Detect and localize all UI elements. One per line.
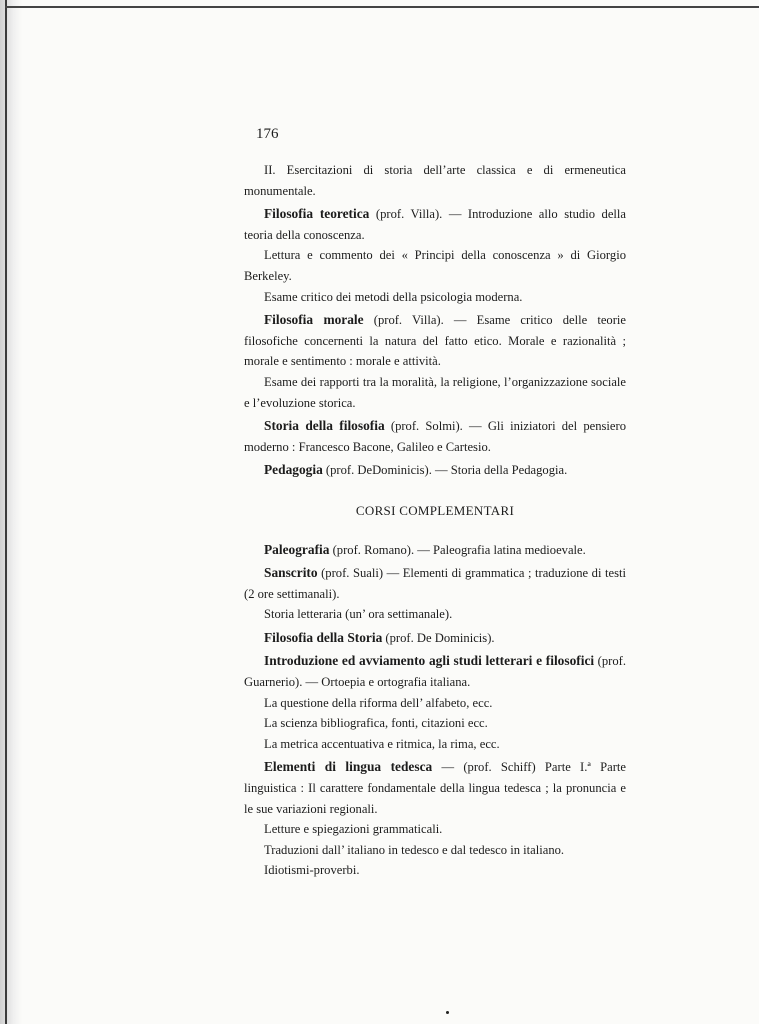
course-heading: Filosofia teoretica <box>264 206 370 222</box>
paragraph-text: (prof. Villa). — Esame critico delle teorie filosofiche concernenti la natura del fatto etico. Morale e razionalità ; morale e sentimento : morale e attività. <box>244 313 626 369</box>
paragraph-text: Esame dei rapporti tra la moralità, la religione, l’organizzazione sociale e l’evoluzione storica. <box>244 374 626 410</box>
paragraph <box>244 372 626 413</box>
page-body <box>244 160 626 881</box>
course-heading: Sanscrito <box>264 565 318 581</box>
course-heading: Filosofia della Storia <box>264 629 383 645</box>
paragraph-text: (prof. Guarnerio). — Ortoepia e ortografia italiana. <box>244 654 626 690</box>
paragraph-text: La scienza bibliografica, fonti, citazioni ecc. <box>264 716 488 731</box>
paragraph-text: Idiotismi-proverbi. <box>264 863 360 878</box>
paragraph <box>244 310 626 372</box>
paragraph <box>244 245 626 286</box>
paragraph-text: (prof. Suali) — Elementi di grammatica ; traduzione di testi (2 ore settimanali). <box>244 566 626 601</box>
paragraph-text: (prof. Solmi). — Gli iniziatori del pensiero moderno : Francesco Bacone, Galileo e Cartesio. <box>244 419 627 454</box>
top-rule <box>5 6 759 8</box>
ink-speck <box>446 1011 449 1014</box>
page-number: 176 <box>256 126 279 142</box>
page-edge-shadow <box>0 0 22 1024</box>
course-heading: Introduzione ed avviamento agli studi letterari e filosofici <box>264 653 595 669</box>
course-heading: Paleografia <box>264 541 330 557</box>
paragraph <box>244 540 626 561</box>
section-title: CORSI COMPLEMENTARI <box>355 502 515 518</box>
paragraph <box>244 860 626 881</box>
paragraph-text: La metrica accentuativa e ritmica, la rima, ecc. <box>264 736 500 751</box>
paragraph <box>244 734 626 755</box>
paragraph-text: (prof. De Dominicis). <box>382 630 495 645</box>
paragraph-text: II. Esercitazioni di storia dell’arte classica e di ermeneutica monumentale. <box>244 163 626 198</box>
paragraph <box>244 204 626 245</box>
paragraph-text: Esame critico dei metodi della psicologia moderna. <box>264 289 523 304</box>
paragraph <box>244 604 626 625</box>
paragraph <box>244 840 626 861</box>
paragraph-text: Storia letteraria (un’ ora settimanale). <box>264 607 453 622</box>
paragraph-text: Lettura e commento dei « Principi della conoscenza » di Giorgio Berkeley. <box>244 248 626 283</box>
paragraph <box>244 819 626 840</box>
course-heading: Pedagogia <box>264 462 323 478</box>
paragraph <box>244 713 626 734</box>
paragraph <box>244 628 626 649</box>
paragraph-text: (prof. Romano). — Paleografia latina medioevale. <box>329 542 586 557</box>
paragraph-text: Traduzioni dall’ italiano in tedesco e dal tedesco in italiano. <box>264 842 565 857</box>
paragraph-text: — (prof. Schiff) Parte I.ª Parte linguistica : Il carattere fondamentale della lingua tedesca ; la pronuncia e le sue variazioni regionali. <box>244 760 627 816</box>
paragraph-text: Letture e spiegazioni grammaticali. <box>264 822 443 837</box>
paragraph <box>244 160 626 201</box>
paragraph-text: (prof. DeDominicis). — Storia della Pedagogia. <box>322 463 568 478</box>
paragraph <box>244 416 626 457</box>
binding-line <box>5 0 7 1024</box>
course-heading: Filosofia morale <box>264 312 364 328</box>
paragraph <box>244 757 626 819</box>
paragraph <box>244 563 626 604</box>
paragraph <box>244 651 626 692</box>
paragraph <box>244 693 626 714</box>
paragraph-text: La questione della riforma dell’ alfabeto, ecc. <box>264 695 493 710</box>
paragraph-text: (prof. Villa). — Introduzione allo studio della teoria della conoscenza. <box>244 207 626 242</box>
paragraph <box>244 287 626 308</box>
paragraph <box>244 460 626 481</box>
course-heading: Elementi di lingua tedesca <box>264 759 433 775</box>
course-heading: Storia della filosofia <box>264 418 385 434</box>
